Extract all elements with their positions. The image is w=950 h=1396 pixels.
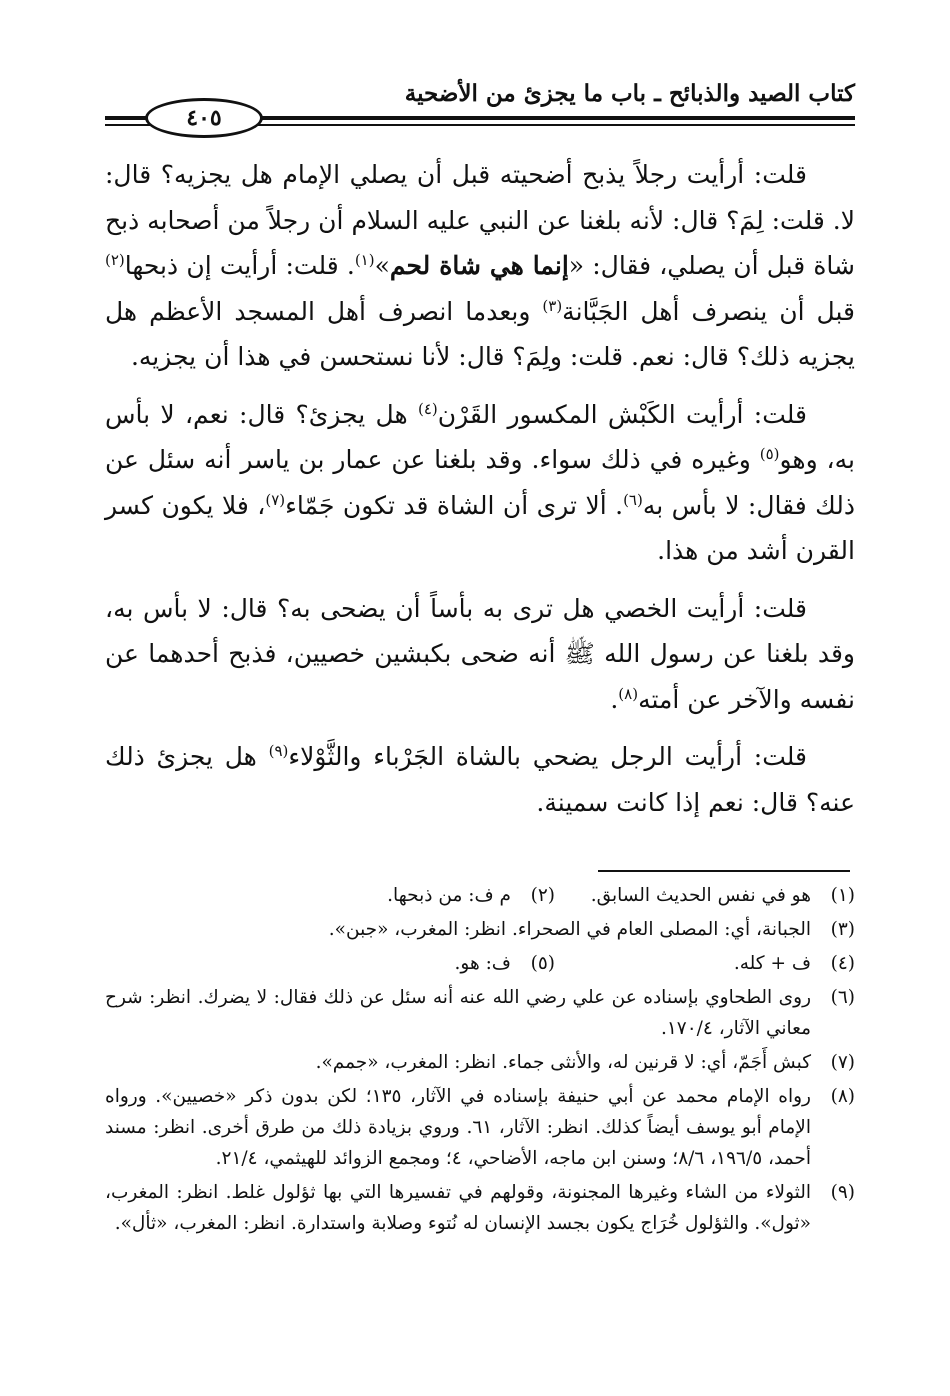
text-run: ، فلا يكون كسر القرن أشد من هذا. — [105, 490, 855, 565]
footnote-number: (٤) — [830, 953, 855, 974]
text-run: . قلت: أرأيت إن ذبحها — [124, 251, 355, 280]
footnote-separator — [598, 870, 850, 872]
footnote-ref: (٤) — [418, 399, 438, 418]
paragraph-2 — [105, 392, 855, 574]
text-run: . ألا ترى أن الشاة قد تكون جَمّاء — [285, 490, 624, 520]
text-run: وغيره في ذلك سواء. وقد بلغنا عن عمار بن ياسر أنه سئل عن ذلك فقال: لا بأس به — [105, 445, 855, 520]
footnote-ref: (٩) — [268, 742, 289, 760]
footnote-text: ف + كله. — [733, 953, 811, 974]
footnote-row — [105, 982, 855, 1044]
footnote-number: (٦) — [830, 987, 855, 1008]
footnote-text: هو في نفس الحديث السابق. — [590, 885, 811, 906]
text-run: قلت: أرأيت الرجل يضحي بالشاة الجَرْباء والثَّوْلاء — [288, 742, 807, 771]
footnote-row — [105, 880, 855, 911]
text-run: قبل أن ينصرف أهل الجَبَّانة — [562, 296, 855, 326]
paragraph-1 — [105, 152, 855, 380]
footnote-number: (٢) — [530, 885, 555, 906]
footnotes — [105, 880, 855, 1242]
text-run: قلت: أرأيت الخصي هل ترى به بأساً أن يضحى به؟ قال: لا بأس به، وقد بلغنا عن رسول الله ﷺ أنه ضحى بكبشين خصيين، فذبح أحدهما عن نفسه والآخر عن أمته — [105, 593, 855, 714]
running-title: كتاب الصيد والذبائح ـ باب ما يجزئ من الأضحية — [404, 80, 855, 107]
footnote-text: روى الطحاوي بإسناده عن علي رضي الله عنه أنه سئل عن ذلك فقال: لا يضرك. انظر: شرح معاني الآثار، ١٧٠/٤. — [105, 987, 811, 1039]
footnote-text: الجبانة، أي: المصلى العام في الصحراء. انظر: المغرب، «جبن». — [328, 919, 811, 940]
footnote-ref: (٦) — [623, 490, 643, 509]
text-run: هل يجزئ ذلك عنه؟ قال: نعم إذا كانت سمينة. — [105, 742, 855, 817]
footnote-row — [105, 948, 855, 979]
text-run: قلت: أرأيت رجلاً يذبح أضحيته قبل أن يصلي الإمام هل يجزيه؟ قال: لا. قلت: لِمَ؟ قال: لأنه بلغنا عن النبي عليه السلام أن رجلاً من أصحابه ذبح شاة قبل أن يصلي، فقال: « — [105, 160, 855, 280]
page-number-oval — [145, 98, 263, 138]
footnote-number: (٧) — [830, 1052, 855, 1073]
text-run: » — [374, 251, 390, 280]
footnote-row — [105, 914, 855, 945]
footnote-text: كبش أَجَمّ، أي: لا قرنين له، والأنثى جماء. انظر: المغرب، «جمم». — [315, 1052, 811, 1073]
bold-quote: إنما هي شاة لحم — [389, 251, 569, 280]
text-run: هل يجزئ؟ قال: نعم، لا بأس به، وهو — [105, 399, 855, 474]
footnote-ref: (٢) — [105, 251, 125, 269]
footnote-number: (٩) — [830, 1182, 855, 1203]
footnote-row — [105, 1081, 855, 1174]
footnote-text: م ف: من ذبحها. — [387, 885, 511, 906]
main-text — [105, 152, 855, 837]
footnote-ref: (٣) — [542, 296, 563, 315]
text-run: وبعدما انصرف أهل المسجد الأعظم هل يجزيه ذلك؟ قال: نعم. قلت: ولِمَ؟ قال: لأنا نستحسن في هذا أن يجزيه. — [105, 296, 855, 371]
footnote-ref: (٥) — [759, 445, 780, 463]
paragraph-4 — [105, 734, 855, 825]
footnote-number: (٨) — [830, 1086, 855, 1107]
text-run: قلت: أرأيت الكَبْش المكسور القَرْن — [437, 399, 807, 429]
footnote-ref: (٨) — [618, 684, 639, 703]
footnote-number: (١) — [830, 885, 855, 906]
footnote-ref: (٧) — [265, 490, 286, 509]
footnote-text: الثولاء من الشاء وغيرها المجنونة، وقولهم في تفسيرها التي بها ثؤلول غلط. انظر: المغرب، «ثول». والثؤلول خُرَاج يكون بجسد الإنسان له نُتوء وصلابة واستدارة. انظر: المغرب، «ثأل». — [105, 1182, 811, 1234]
footnote-number: (٣) — [830, 919, 855, 940]
page-header — [105, 76, 855, 136]
footnote-row — [105, 1177, 855, 1239]
page-number: ٤٠٥ — [186, 105, 222, 131]
footnote-text: ف: هو. — [454, 953, 511, 974]
footnote-number: (٥) — [530, 953, 555, 974]
footnote-row — [105, 1047, 855, 1078]
text-run: . — [610, 684, 619, 714]
footnote-ref: (١) — [354, 251, 375, 269]
footnote-text: رواه الإمام محمد عن أبي حنيفة بإسناده في الآثار، ١٣٥؛ لكن بدون ذكر «خصيين». ورواه الإمام أبو يوسف أيضاً كذلك. انظر: الآثار، ٦١. وروي بزيادة ذلك من طرق أخرى. انظر: مسند أحمد، ١٩٦/٥، ٨/٦؛ وسنن ابن ماجه، الأضاحي، ٤؛ ومجمع الزوائد للهيثمي، ٢١/٤. — [105, 1086, 811, 1169]
paragraph-3 — [105, 586, 855, 723]
